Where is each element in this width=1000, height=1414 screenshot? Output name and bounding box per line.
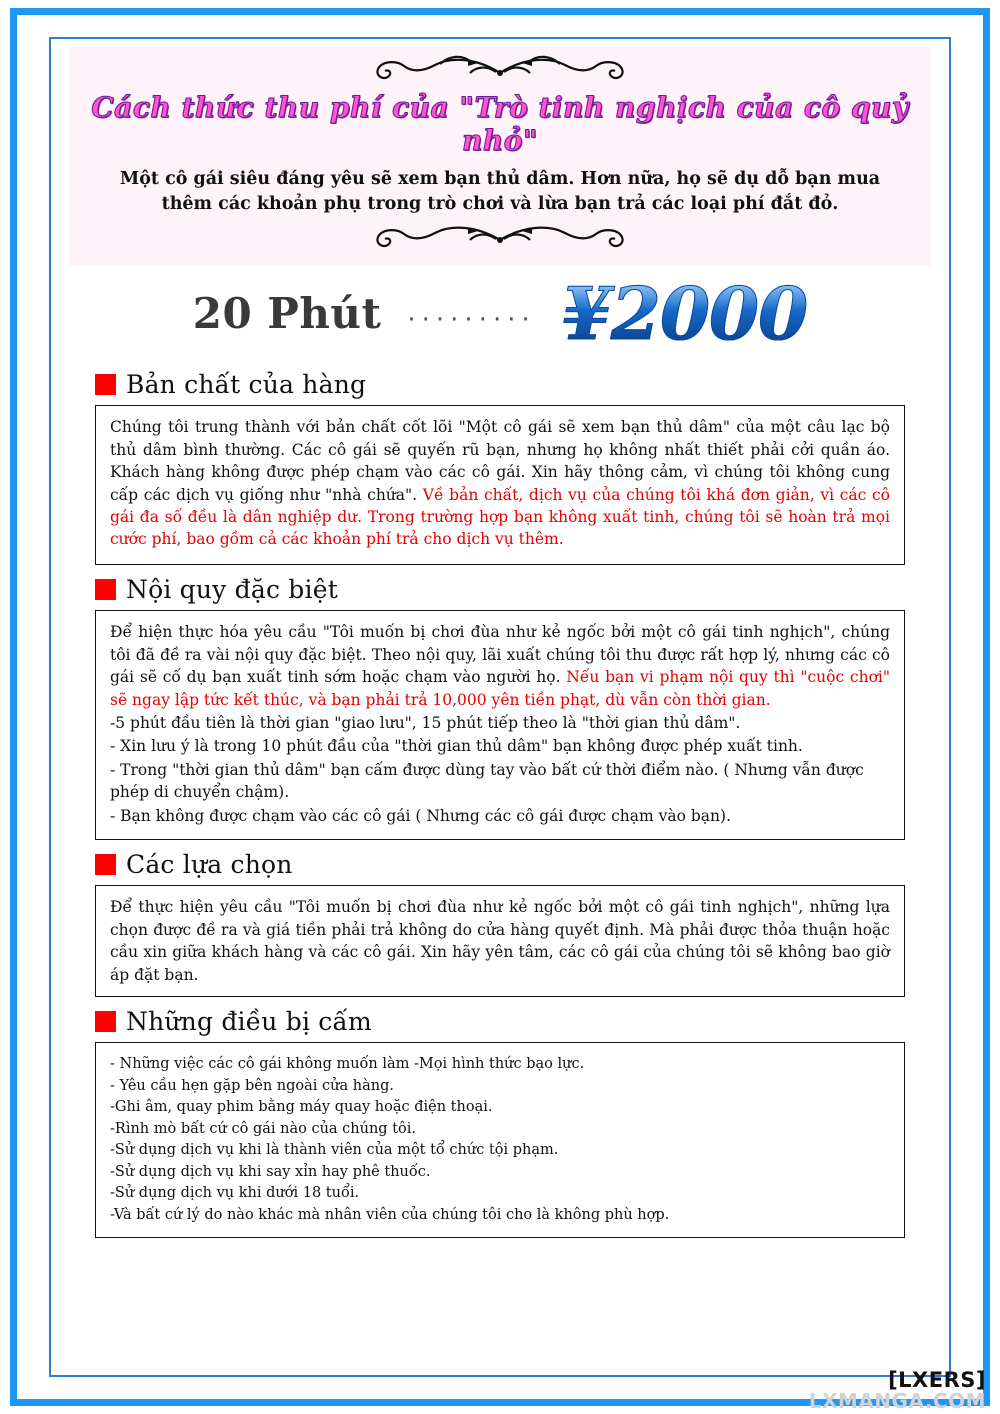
prohibited-item: - Những việc các cô gái không muốn làm -Mọi hình thức bạo lực.	[110, 1056, 585, 1073]
paragraph	[110, 621, 890, 711]
prohibited-item: -Và bất cứ lý do nào khác mà nhân viên của chúng tôi cho là không phù hợp.	[110, 1207, 670, 1224]
prohibited-item: -Sử dụng dịch vụ khi là thành viên của một tổ chức tội phạm.	[110, 1142, 559, 1159]
flourish-divider-top-icon	[69, 51, 931, 89]
text-run-red: Nếu bạn vi phạm nội quy thì "cuộc chơi" sẽ ngay lập tức kết thúc, và bạn phải trả 10,000 yên tiền phạt, dù vẫn còn thời gian.	[110, 668, 890, 709]
red-square-marker-icon	[95, 374, 116, 395]
price-dot-leader: ·········	[407, 304, 536, 335]
section-title: Nội quy đặc biệt	[126, 575, 338, 605]
footer-watermark	[809, 1369, 986, 1412]
site-watermark: LXMANGA.COM	[808, 1389, 986, 1413]
rule-item: -5 phút đầu tiên là thời gian "giao lưu", 15 phút tiếp theo là "thời gian thủ dâm".	[110, 714, 741, 733]
red-square-marker-icon	[95, 1011, 116, 1032]
section-special-rules	[69, 575, 931, 840]
red-square-marker-icon	[95, 854, 116, 875]
page-subtitle: Một cô gái siêu đáng yêu sẽ xem bạn thủ dâm. Hơn nữa, họ sẽ dụ dỗ bạn mua thêm các khoản phụ trong trò chơi và lừa bạn trả các loại phí đắt đỏ.	[119, 169, 881, 215]
section-nature	[69, 370, 931, 565]
prohibited-item: - Yêu cầu hẹn gặp bên ngoài cửa hàng.	[110, 1077, 394, 1094]
paragraph	[110, 416, 890, 551]
section-title: Những điều bị cấm	[126, 1007, 372, 1037]
section-prohibited	[69, 1007, 931, 1238]
rule-list	[110, 712, 890, 827]
section-heading	[95, 370, 931, 399]
prohibited-item: -Sử dụng dịch vụ khi say xỉn hay phê thuốc.	[110, 1163, 431, 1180]
prohibited-list	[110, 1054, 890, 1226]
section-body-box	[95, 405, 905, 565]
section-options	[69, 850, 931, 997]
section-title: Bản chất của hàng	[126, 370, 367, 400]
inner-border	[49, 37, 951, 1377]
red-square-marker-icon	[95, 579, 116, 600]
duration-label: 20 Phút	[192, 289, 382, 339]
text-run-red: Về bản chất, dịch vụ của chúng tôi khá đơn giản, vì các cô gái đa số đều là dân nghiệp dư. Trong trường hợp bạn không xuất tinh, chúng tôi sẽ hoàn trả mọi cước phí, bao gồm cả các khoản phí trả cho dịch vụ thêm.	[110, 485, 890, 549]
section-body-box	[95, 1042, 905, 1238]
page-title: Cách thức thu phí của "Trò tinh nghịch của cô quỷ nhỏ"	[91, 91, 909, 157]
rule-item: - Bạn không được chạm vào các cô gái ( Nhưng các cô gái được chạm vào bạn).	[110, 806, 731, 825]
price-amount: ¥2000	[561, 270, 808, 356]
rule-item: - Trong "thời gian thủ dâm" bạn cấm được dùng tay vào bất cứ thời điểm nào. ( Nhưng vẫn được phép di chuyển chậm).	[110, 760, 864, 802]
text-run-black: Để hiện thực hóa yêu cầu "Tôi muốn bị chơi đùa như kẻ ngốc bởi một cô gái tinh nghịch", chúng tôi đã đề ra vài nội quy đặc biệt. Theo nội quy, lãi xuất chúng tôi thu được rất hợp lý, nhưng các cô gái sẽ cố dụ bạn xuất tinh sớm hoặc chạm vào người họ.	[110, 623, 890, 687]
header-band	[69, 47, 931, 266]
section-heading	[95, 1007, 931, 1036]
paragraph: Để thực hiện yêu cầu "Tôi muốn bị chơi đùa như kẻ ngốc bởi một cô gái tinh nghịch", những lựa chọn được đề ra và giá tiền phải trả không do cửa hàng quyết định. Mà phải được thỏa thuận hoặc cầu xin giữa khách hàng và các cô gái. Xin hãy yên tâm, các cô gái của chúng tôi sẽ không bao giờ áp đặt bạn.	[110, 898, 890, 984]
prohibited-item: -Ghi âm, quay phim bằng máy quay hoặc điện thoại.	[110, 1099, 493, 1116]
price-row	[69, 270, 931, 356]
prohibited-item: -Sử dụng dịch vụ khi dưới 18 tuổi.	[110, 1185, 360, 1202]
rule-item: - Xin lưu ý là trong 10 phút đầu của "thời gian thủ dâm" bạn không được phép xuất tinh.	[110, 737, 803, 756]
flourish-divider-bottom-icon	[69, 220, 931, 258]
outer-blue-border	[10, 8, 990, 1406]
scanlation-group-tag: [LXERS]	[888, 1367, 986, 1392]
section-body-box	[95, 885, 905, 997]
section-body-box	[95, 610, 905, 840]
section-title: Các lựa chọn	[126, 850, 293, 880]
section-heading	[95, 850, 931, 879]
text-run-black: Chúng tôi trung thành với bản chất cốt lõi "Một cô gái sẽ xem bạn thủ dâm" của một câu lạc bộ thủ dâm bình thường. Các cô gái sẽ quyến rũ bạn, nhưng họ không nhất thiết phải cởi quần áo. Khách hàng không được phép chạm vào các cô gái. Xin hãy thông cảm, vì chúng tôi không cung cấp các dịch vụ giống như "nhà chứa".	[110, 418, 890, 504]
prohibited-item: -Rình mò bất cứ cô gái nào của chúng tôi.	[110, 1120, 417, 1137]
section-heading	[95, 575, 931, 604]
page-content	[51, 39, 949, 1375]
